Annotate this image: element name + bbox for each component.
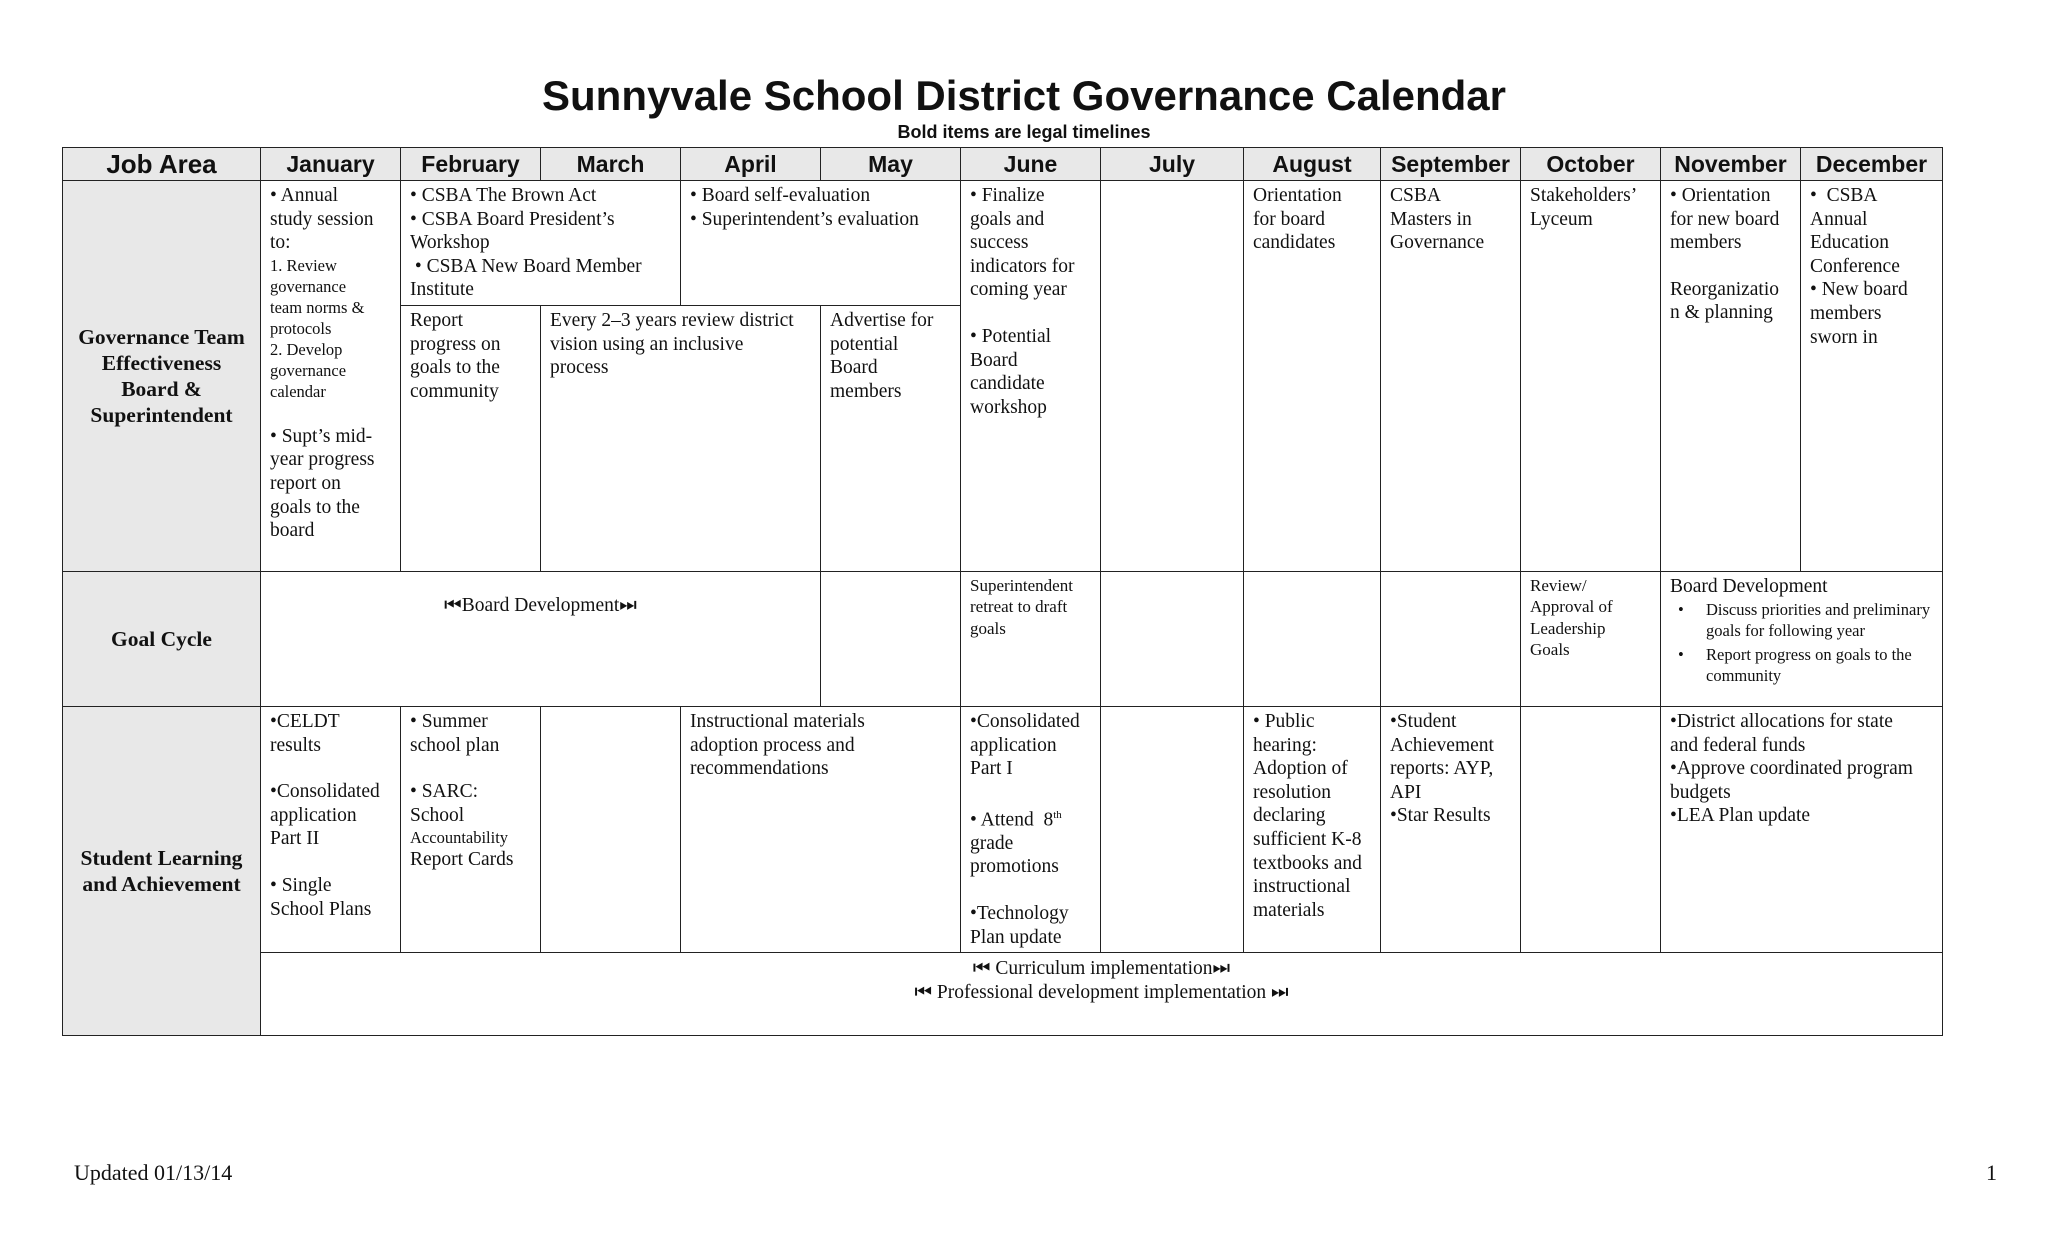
governance-june: • Finalize goals and success indicators for coming year • Potential Board candidate workshop (961, 181, 1101, 572)
student-implementation-span: ⏮ Curriculum implementation⏭ ⏮ Professional development implementation ⏭ (261, 953, 1943, 1036)
row-label-goal-cycle: Goal Cycle (63, 571, 261, 706)
student-january: •CELDT results •Consolidated application Part II • Single School Plans (261, 706, 401, 952)
governance-calendar-table (62, 147, 1943, 1036)
governance-january: • Annual study session to: 1. Review governance team norms & protocols 2. Develop governance calendar • Supt’s mid- year progress report on goals to the board (261, 181, 401, 572)
governance-august: Orientation for board candidates (1244, 181, 1381, 572)
header-month-december: December (1801, 148, 1943, 181)
list-item: • Discuss priorities and preliminary goals for following year (1706, 599, 1933, 641)
header-month-march: March (541, 148, 681, 181)
student-august: • Public hearing: Adoption of resolution declaring sufficient K-8 textbooks and instructional materials (1244, 706, 1381, 952)
governance-october: Stakeholders’ Lyceum (1521, 181, 1661, 572)
page-title: Sunnyvale School District Governance Calendar (542, 72, 1506, 119)
header-month-november: November (1661, 148, 1801, 181)
student-nov-dec: •District allocations for state and federal funds •Approve coordinated program budgets •LEA Plan update (1661, 706, 1943, 952)
goal-cycle-june: Superintendent retreat to draft goals (961, 571, 1101, 706)
governance-december: • CSBA Annual Education Conference • New board members sworn in (1801, 181, 1943, 572)
student-april-may: Instructional materials adoption process and recommendations (681, 706, 961, 952)
student-september: •Student Achievement reports: AYP, API •Star Results (1381, 706, 1521, 952)
page-subtitle: Bold items are legal timelines (897, 122, 1151, 142)
board-development-list (1670, 599, 1933, 686)
header-month-february: February (401, 148, 541, 181)
governance-february-report: Report progress on goals to the community (401, 305, 541, 571)
governance-july (1101, 181, 1244, 572)
header-month-august: August (1244, 148, 1381, 181)
goal-cycle-jan-apr (261, 571, 821, 706)
header-month-july: July (1101, 148, 1244, 181)
governance-row-top (63, 181, 1943, 306)
goal-cycle-nov-dec: Board Development • Discuss priorities and preliminary goals for following year • Report progress on goals to the community (1661, 571, 1943, 706)
goal-cycle-july (1101, 571, 1244, 706)
header-month-september: September (1381, 148, 1521, 181)
header-month-january: January (261, 148, 401, 181)
row-label-student: Student Learning and Achievement (63, 706, 261, 1035)
header-row (63, 148, 1943, 181)
governance-september: CSBA Masters in Governance (1381, 181, 1521, 572)
governance-may-advertise: Advertise for potential Board members (821, 305, 961, 571)
header-month-may: May (821, 148, 961, 181)
goal-cycle-august (1244, 571, 1381, 706)
governance-february-march: • CSBA The Brown Act • CSBA Board President’s Workshop • CSBA New Board Member Institute (401, 181, 681, 306)
header-month-october: October (1521, 148, 1661, 181)
header-month-june: June (961, 148, 1101, 181)
goal-cycle-october: Review/ Approval of Leadership Goals (1521, 571, 1661, 706)
student-july (1101, 706, 1244, 952)
header-month-april: April (681, 148, 821, 181)
row-label-governance (63, 181, 261, 572)
governance-november: • Orientation for new board members Reorganizatio n & planning (1661, 181, 1801, 572)
student-october (1521, 706, 1661, 952)
governance-march-april-vision: Every 2–3 years review district vision using an inclusive process (541, 305, 821, 571)
student-march (541, 706, 681, 952)
row-label-governance-text: Governance Team Effectiveness Board & Superintendent (78, 324, 245, 427)
governance-april-may: • Board self-evaluation • Superintendent’s evaluation (681, 181, 961, 306)
updated-date: Updated 01/13/14 (74, 1160, 233, 1185)
goal-cycle-september (1381, 571, 1521, 706)
student-row-bottom (63, 953, 1943, 1036)
board-development-span: ⏮Board Development⏭ (444, 594, 637, 616)
student-june: •Consolidated application Part I • Attend 8th grade promotions •Technology Plan update (961, 706, 1101, 952)
student-february: • Summer school plan • SARC: School Accountability Report Cards (401, 706, 541, 952)
student-row-top (63, 706, 1943, 952)
goal-cycle-row (63, 571, 1943, 706)
goal-cycle-may (821, 571, 961, 706)
list-item: • Report progress on goals to the community (1706, 644, 1933, 686)
page-number: 1 (1986, 1160, 1997, 1185)
header-job-area: Job Area (63, 148, 261, 181)
